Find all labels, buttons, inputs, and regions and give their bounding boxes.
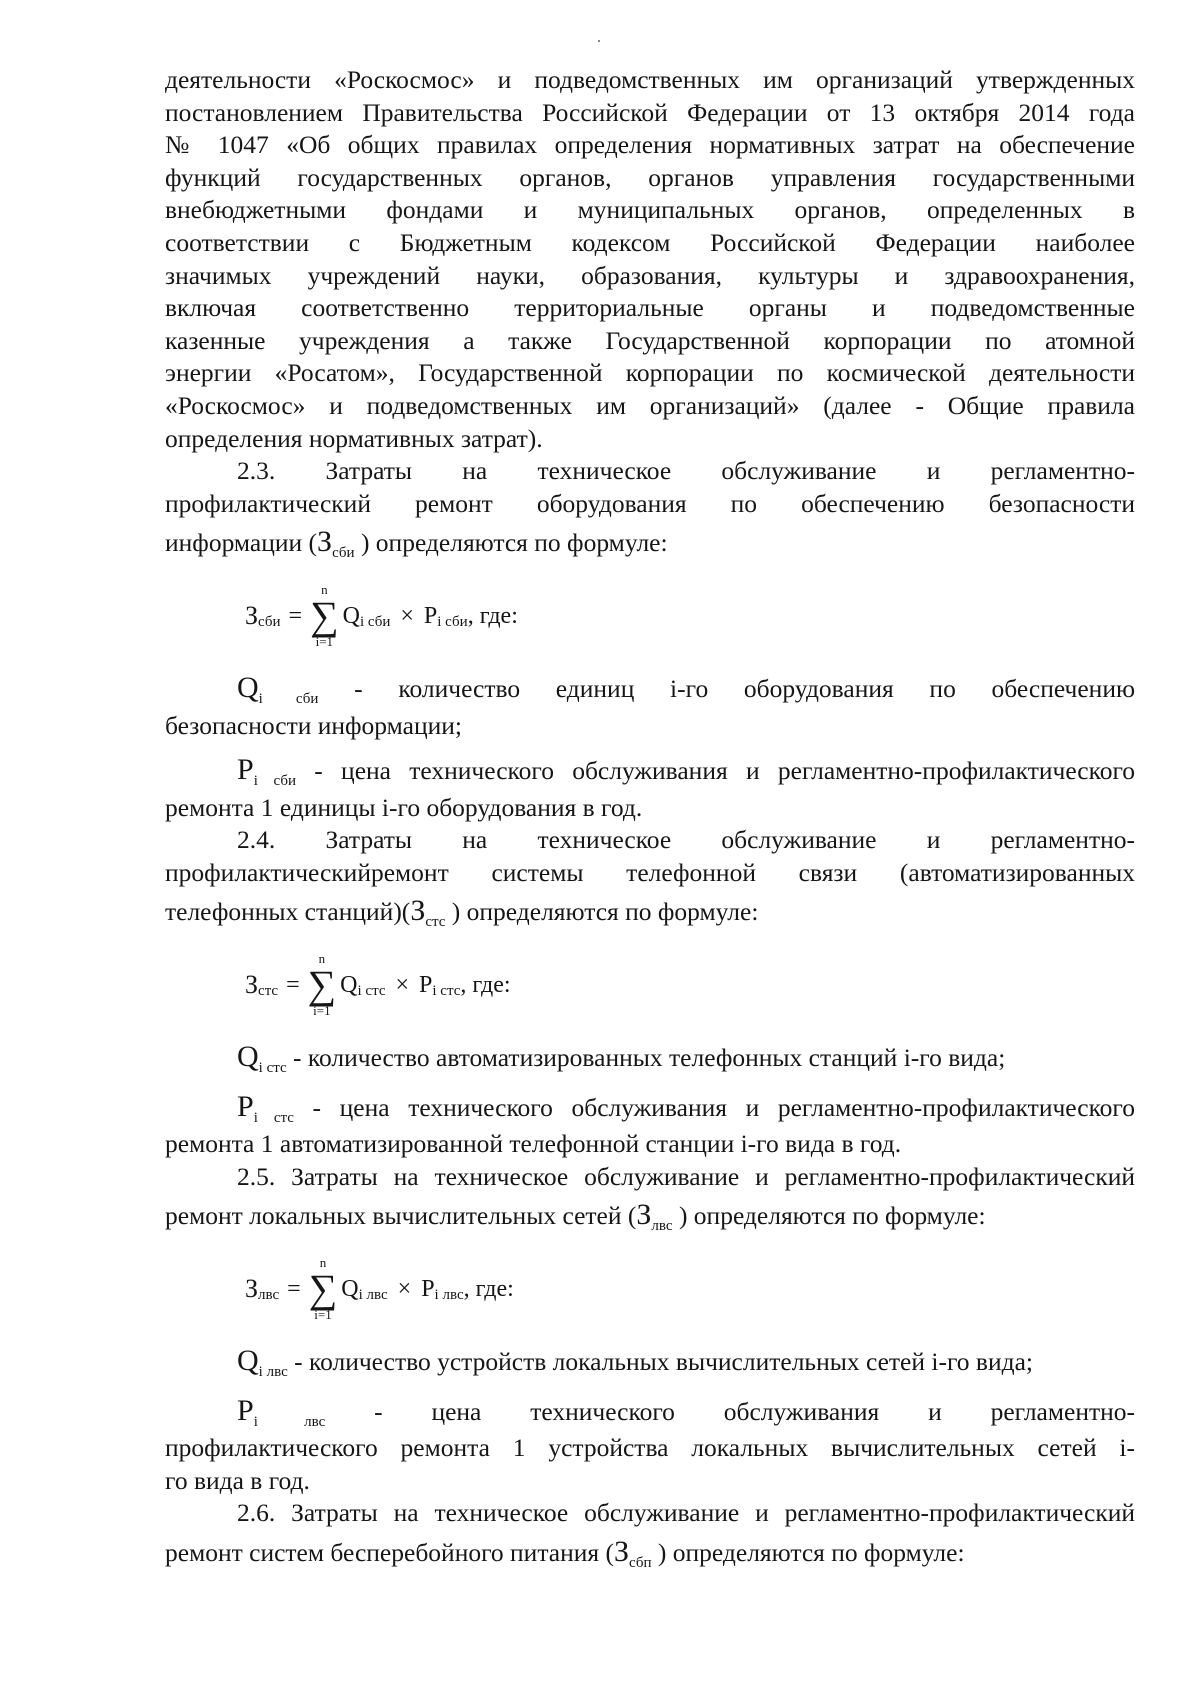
- text-fragment: телефонных станций)(: [165, 897, 411, 927]
- section-text-line: профилактическийремонт системы телефонной связи (автоматизированных: [165, 857, 1135, 887]
- def-subscript: i сби: [253, 773, 297, 790]
- formula-p-sub: i лвс: [434, 1286, 464, 1303]
- formula-sts: [245, 943, 1135, 1027]
- formula-lhs: З: [245, 600, 259, 630]
- text-fragment: ремонт систем бесперебойного питания (: [165, 1538, 614, 1567]
- formula-lvs: [245, 1247, 1135, 1331]
- def-subscript: i лвс: [258, 1364, 288, 1381]
- times-sign: ×: [395, 971, 410, 998]
- intro-line: определения нормативных затрат).: [165, 423, 543, 453]
- cost-symbol: З: [636, 1198, 652, 1232]
- def-symbol: P: [237, 753, 254, 787]
- intro-line: № 1047 «Об общих правилах определения нормативных затрат на обеспечение: [165, 130, 1135, 160]
- def-symbol: P: [237, 1393, 254, 1427]
- def-subscript: i сби: [258, 690, 319, 707]
- def-text: - количество устройств локальных вычислительных сетей i-го вида;: [294, 1347, 1033, 1377]
- section-heading-line: 2.6. Затраты на техническое обслуживание и регламентно-профилактический: [237, 1498, 1135, 1528]
- intro-line: внебюджетными фондами и муниципальных органов, определенных в: [165, 195, 1135, 225]
- sum-upper-limit: n: [321, 581, 328, 597]
- def-text: - количество автоматизированных телефонных станций i-го вида;: [293, 1043, 1006, 1073]
- intro-line: значимых учреждений науки, образования, культуры и здравоохранения,: [165, 260, 1135, 290]
- def-subscript: i лвс: [253, 1413, 326, 1430]
- def-symbol: Q: [237, 670, 259, 704]
- equals-sign: =: [288, 602, 303, 629]
- formula-q: Q: [341, 1275, 359, 1302]
- cost-symbol: З: [317, 525, 333, 559]
- intro-line: функций государственных органов, органов управления государственными: [165, 162, 1135, 192]
- formula-p: P: [419, 971, 433, 998]
- section-heading-line: 2.3. Затраты на техническое обслуживание и регламентно-: [237, 456, 1135, 486]
- definition-q: [165, 1345, 1135, 1383]
- section-2-5: [165, 1161, 1135, 1498]
- sum-lower-limit: i=1: [315, 633, 334, 649]
- def-symbol: Q: [237, 1040, 259, 1074]
- section-text-line: профилактический ремонт оборудования по обеспечению безопасности: [165, 488, 1135, 518]
- text-fragment: ) определяются по формуле:: [657, 1538, 965, 1567]
- section-text-line: [165, 1199, 1135, 1237]
- sum-lower-limit: i=1: [313, 1003, 331, 1019]
- definition-p-cont: профилактического ремонта 1 устройства локальных вычислительных сетей i-: [165, 1433, 1135, 1463]
- formula-tail: , где:: [467, 602, 518, 629]
- sigma-icon: ∑: [308, 1266, 338, 1312]
- definition-p-cont: ремонта 1 автоматизированной телефонной станции i-го вида в год.: [165, 1129, 902, 1159]
- formula-lhs: З: [245, 969, 259, 999]
- formula-lhs-sub: стс: [258, 982, 279, 999]
- def-text: - цена технического обслуживания и регламентно-профилактического: [312, 1092, 1135, 1122]
- section-text-line: [165, 1536, 1135, 1574]
- formula-p: P: [421, 1275, 435, 1302]
- formula-p-sub: i сби: [437, 613, 468, 630]
- definition-p: [165, 1395, 1135, 1433]
- formula-lhs-sub: сби: [258, 613, 281, 630]
- intro-line: соответствии с Бюджетным кодексом Российской Федерации наиболее: [165, 227, 1135, 257]
- sigma-icon: ∑: [307, 962, 337, 1008]
- formula-lhs-sub: лвс: [258, 1286, 280, 1303]
- section-2-4: [165, 824, 1135, 1161]
- text-fragment: ) определяются по формуле:: [678, 1201, 986, 1231]
- intro-line: постановлением Правительства Российской Федерации от 13 октября 2014 года: [165, 97, 1135, 127]
- sigma-icon: ∑: [310, 592, 339, 638]
- section-text-line: [165, 526, 1135, 564]
- equals-sign: =: [286, 971, 300, 998]
- def-text: - цена технического обслуживания и регламентно-: [374, 1396, 1136, 1426]
- sum-sigma: [308, 952, 337, 1018]
- intro-line: казенные учреждения а также Государственной корпорации по атомной: [165, 325, 1135, 355]
- def-text: - количество единиц i-го оборудования по обеспечению: [354, 673, 1136, 703]
- definition-q: [165, 672, 1135, 710]
- formula-tail: , где:: [463, 1275, 514, 1302]
- formula-sbi: [245, 574, 1135, 658]
- text-fragment: информации (: [165, 528, 318, 558]
- formula-q-sub: i сби: [359, 613, 391, 630]
- section-heading-line: 2.5. Затраты на техническое обслуживание и регламентно-профилактический: [237, 1161, 1135, 1191]
- section-heading-line: 2.4. Затраты на техническое обслуживание и регламентно-: [237, 825, 1135, 855]
- formula-q-sub: i лвс: [358, 1286, 388, 1303]
- section-text-line: [165, 895, 1135, 933]
- section-2-6: [165, 1497, 1135, 1573]
- intro-line: деятельности «Роскосмос» и подведомственных им организаций утвержденных: [165, 65, 1135, 94]
- def-symbol: P: [237, 1089, 254, 1123]
- formula-p-sub: i стс: [432, 982, 461, 999]
- sum-upper-limit: n: [318, 951, 326, 967]
- intro-line: энергии «Росатом», Государственной корпорации по космической деятельности: [165, 358, 1135, 388]
- definition-q: [165, 1041, 1135, 1079]
- formula-tail: , где:: [460, 971, 511, 998]
- definition-p: [165, 1091, 1135, 1129]
- definition-p-cont: ремонта 1 единицы i-го оборудования в год.: [165, 792, 643, 822]
- formula-lhs: З: [245, 1273, 259, 1303]
- cost-subscript: лвс: [651, 1218, 673, 1235]
- equals-sign: =: [287, 1275, 301, 1302]
- cost-subscript: сби: [332, 545, 355, 562]
- sum-lower-limit: i=1: [314, 1307, 332, 1323]
- document-body: [165, 64, 1135, 1574]
- text-fragment: ремонт локальных вычислительных сетей (: [165, 1201, 637, 1231]
- section-2-3: [165, 455, 1135, 824]
- scan-speck: [598, 40, 600, 42]
- intro-line: «Роскосмос» и подведомственных им организаций» (далее - Общие правила: [165, 390, 1135, 420]
- cost-subscript: стс: [425, 914, 446, 931]
- def-subscript: i стс: [258, 1060, 287, 1077]
- definition-q-cont: безопасности информации;: [165, 710, 462, 740]
- definition-p: [165, 754, 1135, 792]
- text-fragment: ) определяются по формуле:: [360, 528, 668, 558]
- cost-symbol: З: [614, 1535, 630, 1568]
- cost-subscript: сбп: [629, 1555, 652, 1571]
- intro-line: включая соответственно территориальные органы и подведомственные: [165, 293, 1135, 323]
- formula-q: Q: [342, 602, 360, 629]
- def-symbol: Q: [237, 1344, 259, 1378]
- formula-q: Q: [340, 971, 358, 998]
- times-sign: ×: [397, 1275, 412, 1302]
- def-text: - цена технического обслуживания и регламентно-профилактического: [314, 756, 1136, 786]
- intro-paragraph: [165, 64, 1135, 455]
- definition-p-cont: го вида в год.: [165, 1465, 310, 1495]
- sum-sigma: [310, 583, 339, 649]
- sum-sigma: [309, 1256, 338, 1322]
- formula-p: P: [423, 602, 438, 629]
- def-subscript: i стс: [253, 1109, 294, 1126]
- text-fragment: ) определяются по формуле:: [451, 897, 759, 927]
- cost-symbol: З: [410, 894, 426, 928]
- times-sign: ×: [400, 602, 414, 629]
- sum-upper-limit: n: [319, 1255, 327, 1271]
- formula-q-sub: i стс: [357, 982, 386, 999]
